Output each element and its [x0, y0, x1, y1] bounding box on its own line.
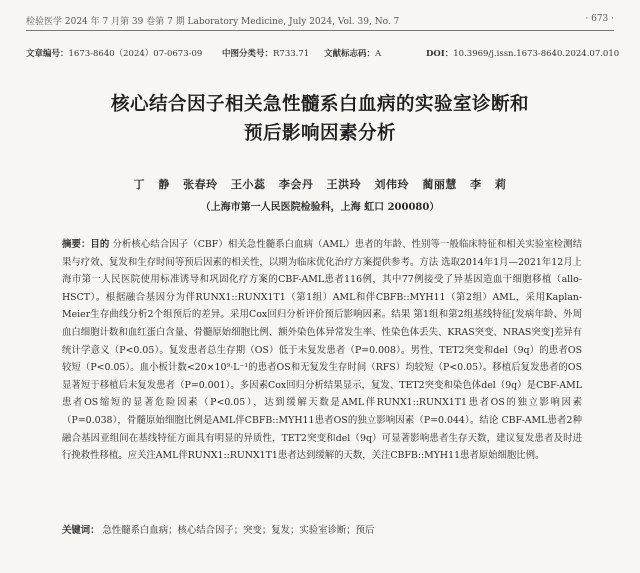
keywords-label: 关键词：	[62, 525, 100, 536]
abstract	[62, 236, 582, 465]
article-number: 文章编号：1673-8640（2024）07-0673-09	[26, 49, 203, 59]
affiliation: （上海市第一人民医院检验科，上海 虹口 200080）	[200, 202, 440, 213]
page-title-line2: 预后影响因素分析	[243, 123, 396, 144]
page-title-line1: 核心结合因子相关急性髓系白血病的实验室诊断和	[110, 94, 529, 115]
author-list: 丁 静 张春玲 王小蕊 李会丹 王洪玲 刘伟玲 蔺丽慧 李 莉	[133, 178, 507, 191]
header-divider	[26, 30, 614, 31]
document-code: 文献标志码：A	[324, 49, 382, 59]
keywords	[62, 522, 582, 539]
journal-info: 检验医学 2024 年 7 月第 39 卷第 7 期 Laboratory Medicine, July 2024, Vol. 39, No. 7	[26, 17, 400, 27]
keywords-text: 急性髓系白血病；核心结合因子；突变；复发；实验室诊断；预后	[102, 525, 375, 536]
doi[interactable]: DOI：10.3969/j.issn.1673-8640.2024.07.010	[426, 49, 620, 59]
abstract-text: 分析核心结合因子（CBF）相关急性髓系白血病（AML）患者的年龄、性别等一般临床特征和相关实验室检测结果与疗效、复发和生存时间等预后因素的相关性，以期为临床优化治疗方案提供参考。方法 选取2014年1月—2021年12月上海市第一人民医院使用标准诱导和巩固化疗方案的CBF-AML患者116例，其中77例接受了异基因造血干细胞移植（allo-HSCT）。根据融合基因分为伴RUNX1::RUNX1T1（第1组）AML和伴CBFB::MYH11（第2组）AML，采用Kaplan-Meier生存曲线分析2个组预后的差异。采用Cox回归分析评价预后影响因素。结果 第1组和第2组基线特征[发病年龄、外周血白细胞计数和血红蛋白含量、骨髓原始细胞比例、额外染色体异常发生率、性染色体丢失、KRAS突变、NRAS突变]差异有统计学意义（P<0.05）。复发患者总生存期（OS）低于未复发患者（P=0.008）。男性、TET2突变和del（9q）的患者OS较短（P<0.05）。血小板计数<20×10⁹·L⁻¹的患者OS和无复发生存时间（RFS）均较短（P<0.05）。移植后复发患者的OS显著短于移植后未复发患者（P=0.001）。多因素Cox回归分析结果显示，复发、TET2突变和染色体del（9q）是CBF-AML患者OS缩短的显著危险因素（P<0.05），达到缓解天数是AML伴RUNX1::RUNX1T1患者OS的独立影响因素（P=0.038），骨髓原始细胞比例是AML伴CBFB::MYH11患者OS的独立影响因素（P=0.044）。结论 CBF-AML患者2种融合基因亚组间在基线特征方面具有明显的异质性，TET2突变和del（9q）可显著影响患者生存天数，建议复发患者及时进行挽救性移植。应关注AML伴RUNX1::RUNX1T1患者达到缓解的天数，关注CBFB::MYH11患者原始细胞比例。	[62, 239, 582, 462]
clc-number: 中图分类号：R733.71	[222, 49, 310, 59]
page-number: · 673 ·	[585, 14, 614, 24]
abstract-label: 摘要：目的	[62, 239, 110, 250]
